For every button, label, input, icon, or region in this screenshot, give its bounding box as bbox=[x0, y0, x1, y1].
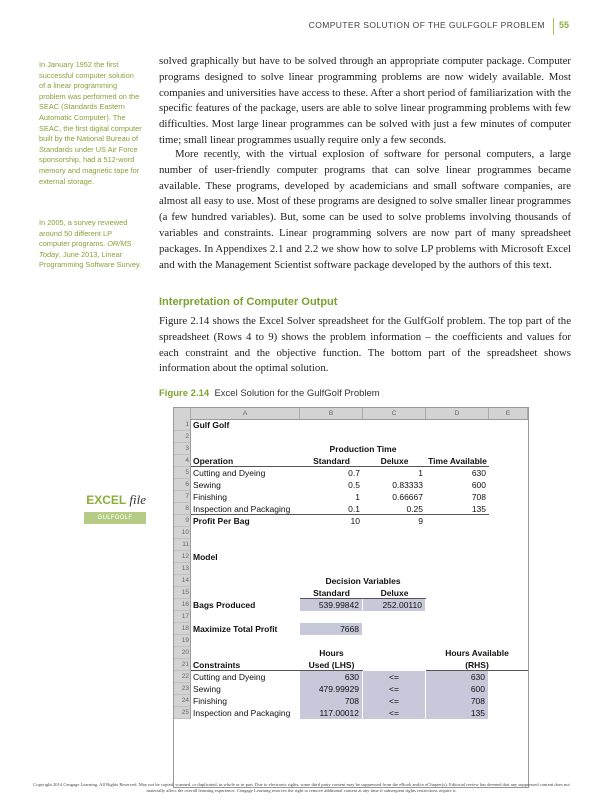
bags-produced-standard: 539.99842 bbox=[300, 599, 363, 611]
operation-name: Cutting and Dyeing bbox=[193, 468, 266, 478]
operation-available: 135 bbox=[426, 503, 489, 515]
margin-note-seac: In January 1952 the first successful computer solution of a linear programming problem was performed on the SEAC (Standards Eastern Automatic Computer). The SEAC, the first digital computer built by the National Bureau of Standards under US Air Force sponsorship, had a 512-word memory and magnetic tape for external storage. bbox=[39, 60, 142, 186]
row-number: 17 bbox=[174, 611, 191, 623]
used-lhs-header: Used (LHS) bbox=[300, 659, 363, 671]
time-available-header: Time Available bbox=[426, 455, 489, 467]
operation-deluxe: 0.25 bbox=[363, 503, 426, 515]
profit-standard: 10 bbox=[350, 516, 360, 526]
row-number: 8 bbox=[174, 503, 191, 515]
row-number: 21 bbox=[174, 659, 191, 671]
row-number: 5 bbox=[174, 467, 191, 479]
file-word: file bbox=[129, 492, 146, 507]
row-number: 22 bbox=[174, 671, 191, 683]
row-number: 3 bbox=[174, 443, 191, 455]
margin-note-survey-text: In 2005, a survey reviewed around 50 different LP computer programs. bbox=[39, 218, 128, 249]
constraint-name: Sewing bbox=[193, 684, 221, 694]
constraint-lhs: 708 bbox=[300, 695, 363, 707]
dv-deluxe-header: Deluxe bbox=[363, 587, 426, 599]
figure-caption-text: Excel Solution for the GulfGolf Problem bbox=[214, 388, 380, 399]
bags-produced-label: Bags Produced bbox=[193, 600, 256, 610]
constraint-operator: <= bbox=[363, 683, 426, 695]
section-heading: Interpretation of Computer Output bbox=[159, 296, 338, 308]
constraint-name: Inspection and Packaging bbox=[193, 708, 291, 718]
excel-file-tag: GULFGOLF bbox=[84, 512, 146, 524]
row-number: 4 bbox=[174, 455, 191, 467]
constraints-header: Constraints bbox=[191, 659, 300, 671]
row-number: 14 bbox=[174, 575, 191, 587]
row-number: 10 bbox=[174, 527, 191, 539]
constraint-name: Cutting and Dyeing bbox=[193, 672, 266, 682]
profit-label: Profit Per Bag bbox=[193, 516, 250, 526]
constraint-lhs: 479.99929 bbox=[300, 683, 363, 695]
constraint-lhs: 117.00012 bbox=[300, 707, 363, 719]
figure-caption bbox=[159, 388, 571, 399]
rhs-header: (RHS) bbox=[426, 659, 528, 671]
excel-spreadsheet bbox=[173, 407, 529, 788]
row-number: 16 bbox=[174, 599, 191, 611]
column-header-a: A bbox=[191, 408, 300, 419]
operation-name: Sewing bbox=[193, 480, 221, 490]
constraint-operator: <= bbox=[363, 671, 426, 683]
row-number: 23 bbox=[174, 683, 191, 695]
row-number: 13 bbox=[174, 563, 191, 575]
excel-file-label bbox=[46, 492, 146, 508]
copyright-footer: Copyright 2014 Cengage Learning. All Rights Reserved. May not be copied, scanned, or duplicated, in whole or in part. Due to electronic rights, some third party content may be suppressed from the eBook and/or eChapter(s). Editorial review has deemed that any suppressed content does not materially affect the overall learning experience. Cengage Learning reserves the right to remove additional content at any time if subsequent rights restrictions require it. bbox=[33, 782, 570, 794]
row-number: 11 bbox=[174, 539, 191, 551]
row-number: 24 bbox=[174, 695, 191, 707]
operation-available: 708 bbox=[471, 492, 486, 502]
operation-available: 600 bbox=[471, 480, 486, 490]
row-number: 18 bbox=[174, 623, 191, 635]
running-head: COMPUTER SOLUTION OF THE GULFGOLF PROBLEM bbox=[308, 20, 545, 30]
operation-available: 630 bbox=[471, 468, 486, 478]
margin-note-survey-text-end: , June 2013, Linear Programming Software Survey. bbox=[39, 249, 142, 270]
bags-produced-deluxe: 252.00110 bbox=[363, 599, 426, 611]
constraint-rhs: 630 bbox=[426, 671, 489, 683]
row-number: 20 bbox=[174, 647, 191, 659]
operation-deluxe: 0.83333 bbox=[392, 480, 423, 490]
max-profit-label: Maximize Total Profit bbox=[193, 624, 278, 634]
column-header-c: C bbox=[363, 408, 426, 419]
operation-deluxe: 1 bbox=[418, 468, 423, 478]
row-number: 7 bbox=[174, 491, 191, 503]
model-label: Model bbox=[193, 552, 218, 562]
standard-header: Standard bbox=[300, 455, 363, 467]
constraint-rhs: 135 bbox=[426, 707, 489, 719]
constraint-rhs: 708 bbox=[426, 695, 489, 707]
row-number: 19 bbox=[174, 635, 191, 647]
sheet-title: Gulf Golf bbox=[193, 420, 230, 430]
deluxe-header: Deluxe bbox=[363, 455, 426, 467]
excel-word: EXCEL bbox=[86, 493, 127, 507]
operation-standard: 0.5 bbox=[348, 480, 360, 490]
margin-note-survey-journal: OR/MS Today bbox=[39, 239, 132, 259]
column-header-b: B bbox=[300, 408, 363, 419]
margin-note-survey bbox=[39, 218, 142, 271]
production-time-header: Production Time bbox=[329, 444, 397, 454]
profit-deluxe: 9 bbox=[418, 516, 423, 526]
column-header-e: E bbox=[489, 408, 528, 419]
row-number: 1 bbox=[174, 419, 191, 431]
column-header-d: D bbox=[426, 408, 489, 419]
hours-header: Hours bbox=[319, 648, 344, 658]
constraint-lhs: 630 bbox=[300, 671, 363, 683]
row-number-column bbox=[174, 419, 191, 719]
operation-standard: 1 bbox=[355, 492, 360, 502]
body-paragraph-2: More recently, with the virtual explosion of software for personal computers, a large number of user-friendly computer programs that can solve linear programmes became available. These programs, developed by academicians and small software companies, are almost all easy to use. Most of these programs are designed to solve smaller linear programmes (a few hundred variables). But, some can be used to solve problems involving thousands of variables and constraints. Linear programming solvers are now part of many spreadsheet packages. In Appendixes 2.1 and 2.2 we show how to solve LP problems with Microsoft Excel and with the Management Scientist software package developed by the authors of this text. bbox=[159, 148, 571, 271]
figure-label: Figure 2.14 bbox=[159, 388, 210, 399]
dv-standard-header: Standard bbox=[300, 587, 363, 599]
hours-available-header: Hours Available bbox=[445, 648, 509, 658]
constraint-rhs: 600 bbox=[426, 683, 489, 695]
row-number: 2 bbox=[174, 431, 191, 443]
constraint-operator: <= bbox=[363, 695, 426, 707]
constraint-operator: <= bbox=[363, 707, 426, 719]
page-number: 55 bbox=[559, 20, 570, 30]
max-profit-value: 7668 bbox=[300, 623, 363, 635]
row-number: 25 bbox=[174, 707, 191, 719]
decision-variables-header: Decision Variables bbox=[325, 576, 401, 586]
row-number: 15 bbox=[174, 587, 191, 599]
operation-deluxe: 0.66667 bbox=[392, 492, 423, 502]
operation-name: Finishing bbox=[193, 492, 228, 502]
operation-standard: 0.1 bbox=[300, 503, 363, 515]
operation-header: Operation bbox=[191, 455, 300, 467]
row-number: 9 bbox=[174, 515, 191, 527]
body-paragraph-1: solved graphically but have to be solved through an appropriate computer package. Computer programs designed to solve linear programming problems are now widely available. Most companies and universities have access to these. After a short period of familiarization with the specific features of the package, users are able to solve linear programming problems with few difficulties. Most large linear programmes can be solved with just a few minutes of computer time; small linear programmes usually require only a few seconds. bbox=[159, 55, 571, 146]
corner-cell bbox=[174, 408, 191, 419]
operation-standard: 0.7 bbox=[348, 468, 360, 478]
row-number: 6 bbox=[174, 479, 191, 491]
constraint-name: Finishing bbox=[193, 696, 228, 706]
row-number: 12 bbox=[174, 551, 191, 563]
operation-name: Inspection and Packaging bbox=[191, 503, 300, 515]
body-paragraph-3: Figure 2.14 shows the Excel Solver spreadsheet for the GulfGolf problem. The top part of the spreadsheet (Rows 4 to 9) shows the problem information – the coefficients and values for each constraint and the objective function. The bottom part of the spreadsheet shows information about the optimal solution. bbox=[159, 315, 571, 375]
header-divider bbox=[553, 18, 554, 35]
